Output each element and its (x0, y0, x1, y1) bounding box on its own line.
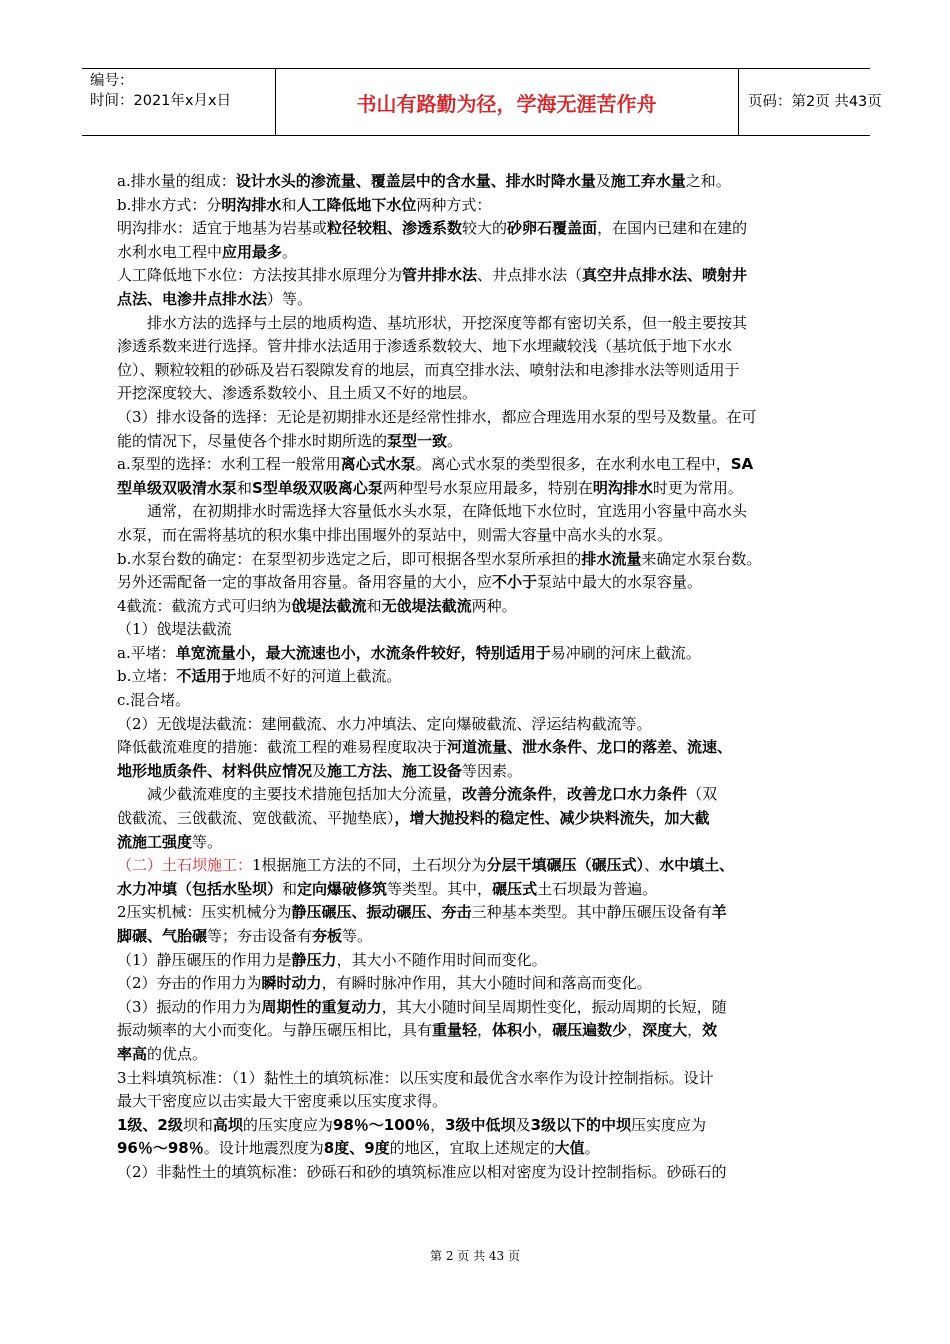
text-segment: 的优点。 (147, 1044, 208, 1063)
text-segment: ）等。 (267, 289, 313, 308)
text-line (117, 430, 835, 454)
text-segment: 三种基本类型。其中静压碾压设备有 (471, 903, 712, 922)
emphasis-text: 管井排水法 (402, 266, 478, 285)
text-segment: （双 (687, 785, 718, 804)
text-line (117, 618, 835, 642)
text-segment: 能的情况下，尽量使各个排水时期所选的 (117, 431, 388, 450)
emphasis-text: 真空井点排水法、喷射井 (582, 266, 748, 285)
emphasis-text: 静压力 (291, 950, 337, 969)
text-segment: 1根据施工方法的不同，土石坝分为 (252, 856, 487, 875)
emphasis-text: 明沟排水 (592, 478, 653, 497)
emphasis-text: 深度大 (642, 1021, 688, 1040)
text-segment: 排水方法的选择与土层的地质构造、基坑形状，开挖深度等都有密切关系，但一般主要按其 (147, 313, 748, 332)
emphasis-text: 单宽流量小，最大流速也小，水流条件较好，特别适用于 (175, 643, 551, 662)
text-segment: （1）静压碾压的作用力是 (117, 950, 292, 969)
text-segment: 地质不好的河道上截流。 (236, 667, 402, 686)
header-time-label: 时间：2021年x月x日 (90, 93, 232, 109)
emphasis-text: 离心式水泵 (340, 455, 416, 474)
text-segment: a.排水量的组成： (117, 172, 236, 190)
emphasis-text: 无戗堤法截流 (381, 596, 472, 615)
emphasis-text: 高坝 (212, 1115, 243, 1134)
text-line (117, 359, 835, 383)
text-segment: 开挖深度较大、渗透系数较小、且土质又不好的地层。 (117, 384, 478, 403)
text-segment: 、 (644, 856, 660, 875)
header-meta-cell (82, 69, 276, 135)
emphasis-text: 不小于 (492, 573, 538, 592)
text-segment: ，在国内已建和在建的 (597, 219, 748, 238)
text-segment: 较大的 (462, 219, 508, 238)
emphasis-text: 地形地质条件、材料供应情况 (117, 761, 313, 780)
text-segment: 两种。 (471, 596, 517, 615)
text-line (117, 949, 835, 973)
emphasis-text: 碾压遍数少 (552, 1021, 628, 1040)
text-line (117, 382, 835, 406)
text-segment: 3土料填筑标准：（1）黏性土的填筑标准：以压实度和最优含水率作为设计控制指标。设计 (117, 1068, 714, 1087)
text-line (117, 571, 835, 595)
text-segment: 及 (515, 1115, 531, 1134)
text-segment: ， (552, 785, 568, 804)
text-segment: 。 (282, 242, 298, 261)
text-line (117, 925, 835, 949)
text-segment: b.立堵： (117, 667, 177, 686)
emphasis-text: 体积小 (492, 1021, 538, 1040)
emphasis-text: 重量轻 (432, 1021, 478, 1040)
page-header (82, 68, 882, 136)
text-segment: 人工降低地下水位：方法按其排水原理分为 (117, 266, 403, 285)
text-segment: （2）非黏性土的填筑标准：砂砾石和砂的填筑标准应以相对密度为设计控制指标。砂砾石的 (117, 1162, 727, 1181)
text-segment: a.平堵： (117, 643, 176, 662)
text-segment: 4截流：截流方式可归纳为 (117, 596, 292, 615)
text-segment: 等；夯击设备有 (207, 927, 313, 945)
emphasis-text: 水力冲填（包括水坠坝） (117, 879, 283, 898)
text-segment: 和 (281, 195, 297, 214)
text-segment: c.混合堵。 (117, 691, 191, 710)
emphasis-text: 应用最多 (222, 242, 283, 261)
header-page-info: 页码：第2页 共43页 (748, 94, 882, 110)
text-segment: 等。 (342, 927, 373, 945)
text-segment: 减少截流难度的主要技术措施包括加大分流量， (147, 785, 463, 804)
text-segment: ，有瞬时脉冲作用，其大小随时间和落高而变化。 (321, 974, 652, 993)
text-segment: 振动频率的大小而变化。与静压碾压相比，具有 (117, 1021, 433, 1040)
text-segment: 的地区，宜取上述规定的 (389, 1139, 555, 1158)
text-segment: 的压实度应为 (242, 1115, 333, 1134)
text-line (117, 288, 835, 312)
text-line (117, 831, 835, 855)
text-segment: ，其大小随时间呈周期性变化，振动周期的长短，随 (381, 997, 727, 1016)
header-number-label: 编号： (90, 73, 134, 89)
emphasis-text: 泵型一致 (387, 431, 448, 450)
emphasis-text: 98％～100％ (332, 1115, 431, 1134)
emphasis-text: 瞬时动力 (261, 974, 322, 993)
emphasis-text: 不适用于 (176, 667, 237, 686)
text-segment: 等因素。 (462, 761, 523, 780)
text-segment: b.排水方式：分 (117, 195, 222, 214)
text-line (117, 406, 835, 430)
emphasis-text: 定向爆破修筑 (297, 879, 388, 898)
page-footer: 第 2 页 共 43 页 (430, 1249, 520, 1263)
text-segment: 另外还需配备一定的事故备用容量。备用容量的大小，应 (117, 573, 493, 592)
section-heading: （二）土石坝施工： (117, 856, 253, 875)
emphasis-text: 砂卵石覆盖面 (507, 219, 598, 238)
emphasis-text: 人工降低地下水位 (296, 195, 417, 214)
text-segment: 。 (447, 431, 463, 450)
emphasis-text: 周期性的重复动力 (261, 997, 382, 1016)
text-line (117, 689, 835, 713)
text-line (117, 312, 835, 336)
text-segment: 、井点排水法（ (477, 266, 583, 285)
emphasis-text: 河道流量、泄水条件、龙口的落差、流速、 (447, 738, 733, 757)
text-segment: ，其大小不随作用时间而变化。 (336, 950, 547, 969)
text-line (117, 1067, 835, 1091)
text-segment: 水利水电工程中 (117, 242, 223, 261)
text-line (117, 901, 835, 925)
text-segment: ， (477, 1021, 493, 1040)
text-segment: 位）、颗粒较粗的砂砾及岩石裂隙发育的地层，而真空排水法、喷射法和电渗排水法等则适用于 (117, 360, 740, 379)
text-segment: 两种型号水泵应用最多，特别在 (382, 478, 593, 497)
emphasis-text: S型单级双吸离心泵 (252, 478, 383, 497)
text-segment: 。离心式水泵的类型很多，在水利水电工程中， (415, 455, 731, 474)
text-segment: ， (430, 1115, 446, 1134)
text-line (117, 996, 835, 1020)
emphasis-text: 点法、电渗井点排水法 (117, 289, 268, 308)
document-body (117, 170, 835, 1185)
text-segment: ， (537, 1021, 553, 1040)
text-segment: 最大干密度应以击实最大干密度乘以压实度求得。 (117, 1092, 448, 1111)
text-segment: （1）戗堤法截流 (117, 620, 232, 639)
text-line (117, 170, 835, 194)
emphasis-text: 明沟排水 (221, 195, 282, 214)
text-line (117, 1161, 835, 1185)
text-line (117, 1019, 835, 1043)
text-segment: 两种方式： (416, 195, 492, 214)
text-segment: 降低截流难度的措施：截流工程的难易程度取决于 (117, 738, 448, 757)
text-line (117, 642, 835, 666)
emphasis-text: 大值 (554, 1139, 585, 1158)
text-line (117, 854, 835, 878)
text-line (117, 217, 835, 241)
text-segment: 和 (237, 478, 253, 497)
text-segment: （2）无戗堤法截流：建闸截流、水力冲填法、定向爆破截流、浮运结构截流等。 (117, 714, 652, 733)
text-segment: 和 (282, 879, 298, 898)
text-line (117, 548, 835, 572)
emphasis-text: 静压碾压、振动碾压、夯击 (291, 903, 472, 922)
emphasis-text: SA (730, 455, 754, 474)
text-segment: 通常，在初期排水时需选择大容量低水头水泵，在降低地下水位时，宜选用小容量中高水头 (147, 502, 748, 521)
text-segment: ， (627, 1021, 643, 1040)
text-segment: ， (687, 1021, 703, 1040)
text-line (117, 1090, 835, 1114)
emphasis-text: 碾压式 (492, 879, 538, 898)
emphasis-text: 96％～98％ (117, 1139, 204, 1158)
text-line (117, 453, 835, 477)
header-motto: 书山有路勤为径，学海无涯苦作舟 (356, 92, 657, 116)
text-line (117, 1137, 835, 1161)
text-segment: （3）排水设备的选择：无论是初期排水还是经常性排水，都应合理选用水泵的型号及数量。在可 (117, 407, 757, 426)
text-segment: 及 (312, 761, 328, 780)
text-segment: 来确定水泵台数。 (641, 549, 762, 568)
text-segment: 及 (595, 172, 611, 190)
emphasis-text: 型单级双吸清水泵 (117, 478, 238, 497)
header-motto-cell (275, 69, 739, 135)
text-segment: 。 (584, 1139, 600, 1158)
emphasis-text: 1级、2级 (117, 1115, 183, 1134)
text-line (117, 524, 835, 548)
text-line (117, 665, 835, 689)
emphasis-text: 粒径较粗、渗透系数 (327, 219, 463, 238)
emphasis-text: 排水流量 (581, 549, 642, 568)
text-segment: 2压实机械：压实机械分为 (117, 903, 292, 922)
text-segment: 渗透系数来进行选择。管井排水法适用于渗透系数较大、地下水埋藏较浅（基坑低于地下水水 (117, 337, 733, 356)
text-segment: 戗截流、三戗截流、宽戗截流、平抛垫底） (117, 809, 395, 828)
emphasis-text: 脚碾、气胎碾 (117, 927, 208, 945)
text-line (117, 1114, 835, 1138)
text-segment: 压实度应为 (631, 1115, 707, 1134)
text-segment: 易冲刷的河床上截流。 (550, 643, 701, 662)
text-line (117, 807, 835, 831)
text-line (117, 595, 835, 619)
emphasis-text: 改善分流条件 (462, 785, 553, 804)
text-segment: （3）振动的作用力为 (117, 997, 262, 1016)
emphasis-text: 戗堤法截流 (291, 596, 367, 615)
emphasis-text: 分层干填碾压（碾压式） (486, 856, 645, 875)
emphasis-text: 3级中低坝 (445, 1115, 516, 1134)
emphasis-text: 8度、9度 (323, 1139, 390, 1158)
header-page-cell (738, 69, 882, 135)
text-segment: 。设计地震烈度为 (203, 1139, 324, 1158)
emphasis-text: 率高 (117, 1044, 148, 1063)
text-segment: 水泵，而在需将基坑的积水集中排出围堰外的泵站中，则需大容量中高水头的水泵。 (117, 525, 673, 544)
text-line (117, 878, 835, 902)
emphasis-text: 3级以下的中坝 (530, 1115, 632, 1134)
text-segment: 等。 (192, 832, 223, 851)
emphasis-text: 改善龙口水力条件 (567, 785, 688, 804)
text-line (117, 783, 835, 807)
text-segment: （2）夯击的作用力为 (117, 974, 262, 993)
text-segment: 土石坝最为普遍。 (537, 879, 658, 898)
text-segment: 和 (366, 596, 382, 615)
emphasis-text: 施工弃水量 (610, 172, 686, 190)
text-segment: 坝和 (182, 1115, 213, 1134)
emphasis-text: 施工方法、施工设备 (327, 761, 463, 780)
text-segment: 时更为常用。 (652, 478, 743, 497)
text-line (117, 972, 835, 996)
emphasis-text: 水中填土、 (659, 856, 735, 875)
emphasis-text: 羊 (711, 903, 727, 922)
text-line (117, 500, 835, 524)
text-segment: 明沟排水：适宜于地基为岩基或 (117, 219, 328, 238)
text-line (117, 713, 835, 737)
text-line (117, 477, 835, 501)
text-segment: 泵站中最大的水泵容量。 (537, 573, 703, 592)
text-line (117, 335, 835, 359)
emphasis-text: 流施工强度 (117, 832, 193, 851)
text-line (117, 241, 835, 265)
text-line (117, 264, 835, 288)
text-line (117, 194, 835, 218)
emphasis-text: ，增大抛投料的稳定性、减少块料流失，加大截 (394, 809, 710, 828)
text-line (117, 760, 835, 784)
text-segment: b.水泵台数的确定：在泵型初步选定之后，即可根据各型水泵所承担的 (117, 549, 582, 568)
text-segment: 等类型。其中， (387, 879, 493, 898)
text-line (117, 1043, 835, 1067)
emphasis-text: 设计水头的渗流量、覆盖层中的含水量、排水时降水量 (235, 172, 596, 190)
text-segment: a.泵型的选择：水利工程一般常用 (117, 455, 341, 474)
emphasis-text: 效 (702, 1021, 718, 1040)
text-line (117, 736, 835, 760)
emphasis-text: 夯板 (312, 927, 343, 945)
text-segment: 之和。 (685, 172, 731, 190)
